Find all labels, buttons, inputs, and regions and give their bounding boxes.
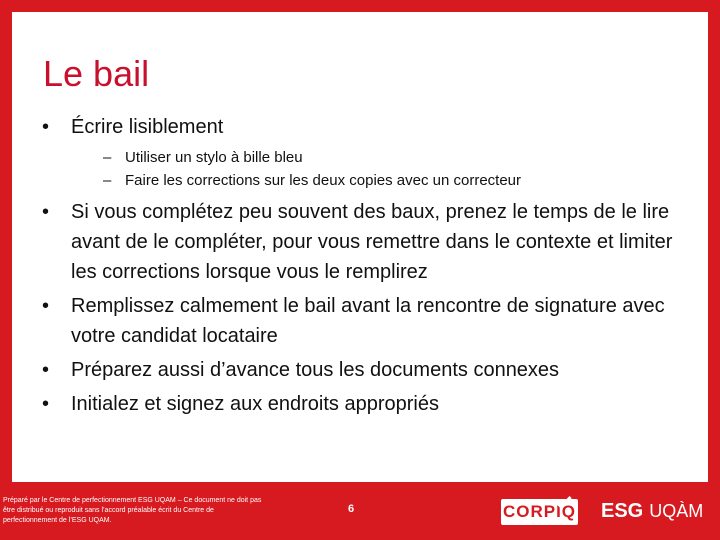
bullet-item [40, 291, 680, 351]
sub-bullet-item [40, 146, 680, 169]
bullet-icon: • [42, 295, 50, 317]
slide-card [12, 12, 708, 482]
bullet-item [40, 112, 680, 142]
bullet-icon: • [42, 201, 50, 223]
esg-uqam-logo [601, 500, 703, 523]
uqam-logo-text: UQÀM [649, 501, 704, 521]
corpiq-logo-text: CORPIQ [502, 502, 577, 521]
bullet-text: Si vous complétez peu souvent des baux, prenez le temps de le lire avant de le compléter, pour vous remettre dans le contexte et limiter les corrections lorsque vous le remplirez [71, 201, 673, 283]
bullet-icon: • [42, 393, 50, 415]
esg-logo-text: ESG [601, 500, 644, 522]
bullet-text: Écrire lisiblement [71, 116, 224, 138]
bullet-icon: • [42, 359, 50, 381]
bullet-text: Remplissez calmement le bail avant la rencontre de signature avec votre candidat locataire [71, 295, 665, 347]
dash-icon: – [103, 172, 112, 189]
bullet-item [40, 389, 680, 419]
bullet-text: Initialez et signez aux endroits appropriés [71, 393, 439, 415]
bullet-icon: • [42, 116, 50, 138]
footer-disclaimer: Préparé par le Centre de perfectionnement ESG UQAM – Ce document ne doit pas être distribué ou reproduit sans l’accord préalable écrit du Centre de perfectionnement de l’ESG UQAM. [3, 497, 262, 524]
slide-title: Le bail [43, 53, 150, 94]
sub-bullet-item [40, 169, 680, 192]
bullet-list [40, 112, 680, 419]
dash-icon: – [103, 149, 112, 166]
bullet-item [40, 197, 680, 287]
page-number: 6 [348, 503, 355, 515]
bullet-text: Préparez aussi d’avance tous les documents connexes [71, 359, 560, 381]
sub-bullet-text: Faire les corrections sur les deux copies avec un correcteur [125, 172, 522, 189]
sub-bullet-text: Utiliser un stylo à bille bleu [125, 149, 303, 166]
bullet-item [40, 355, 680, 385]
